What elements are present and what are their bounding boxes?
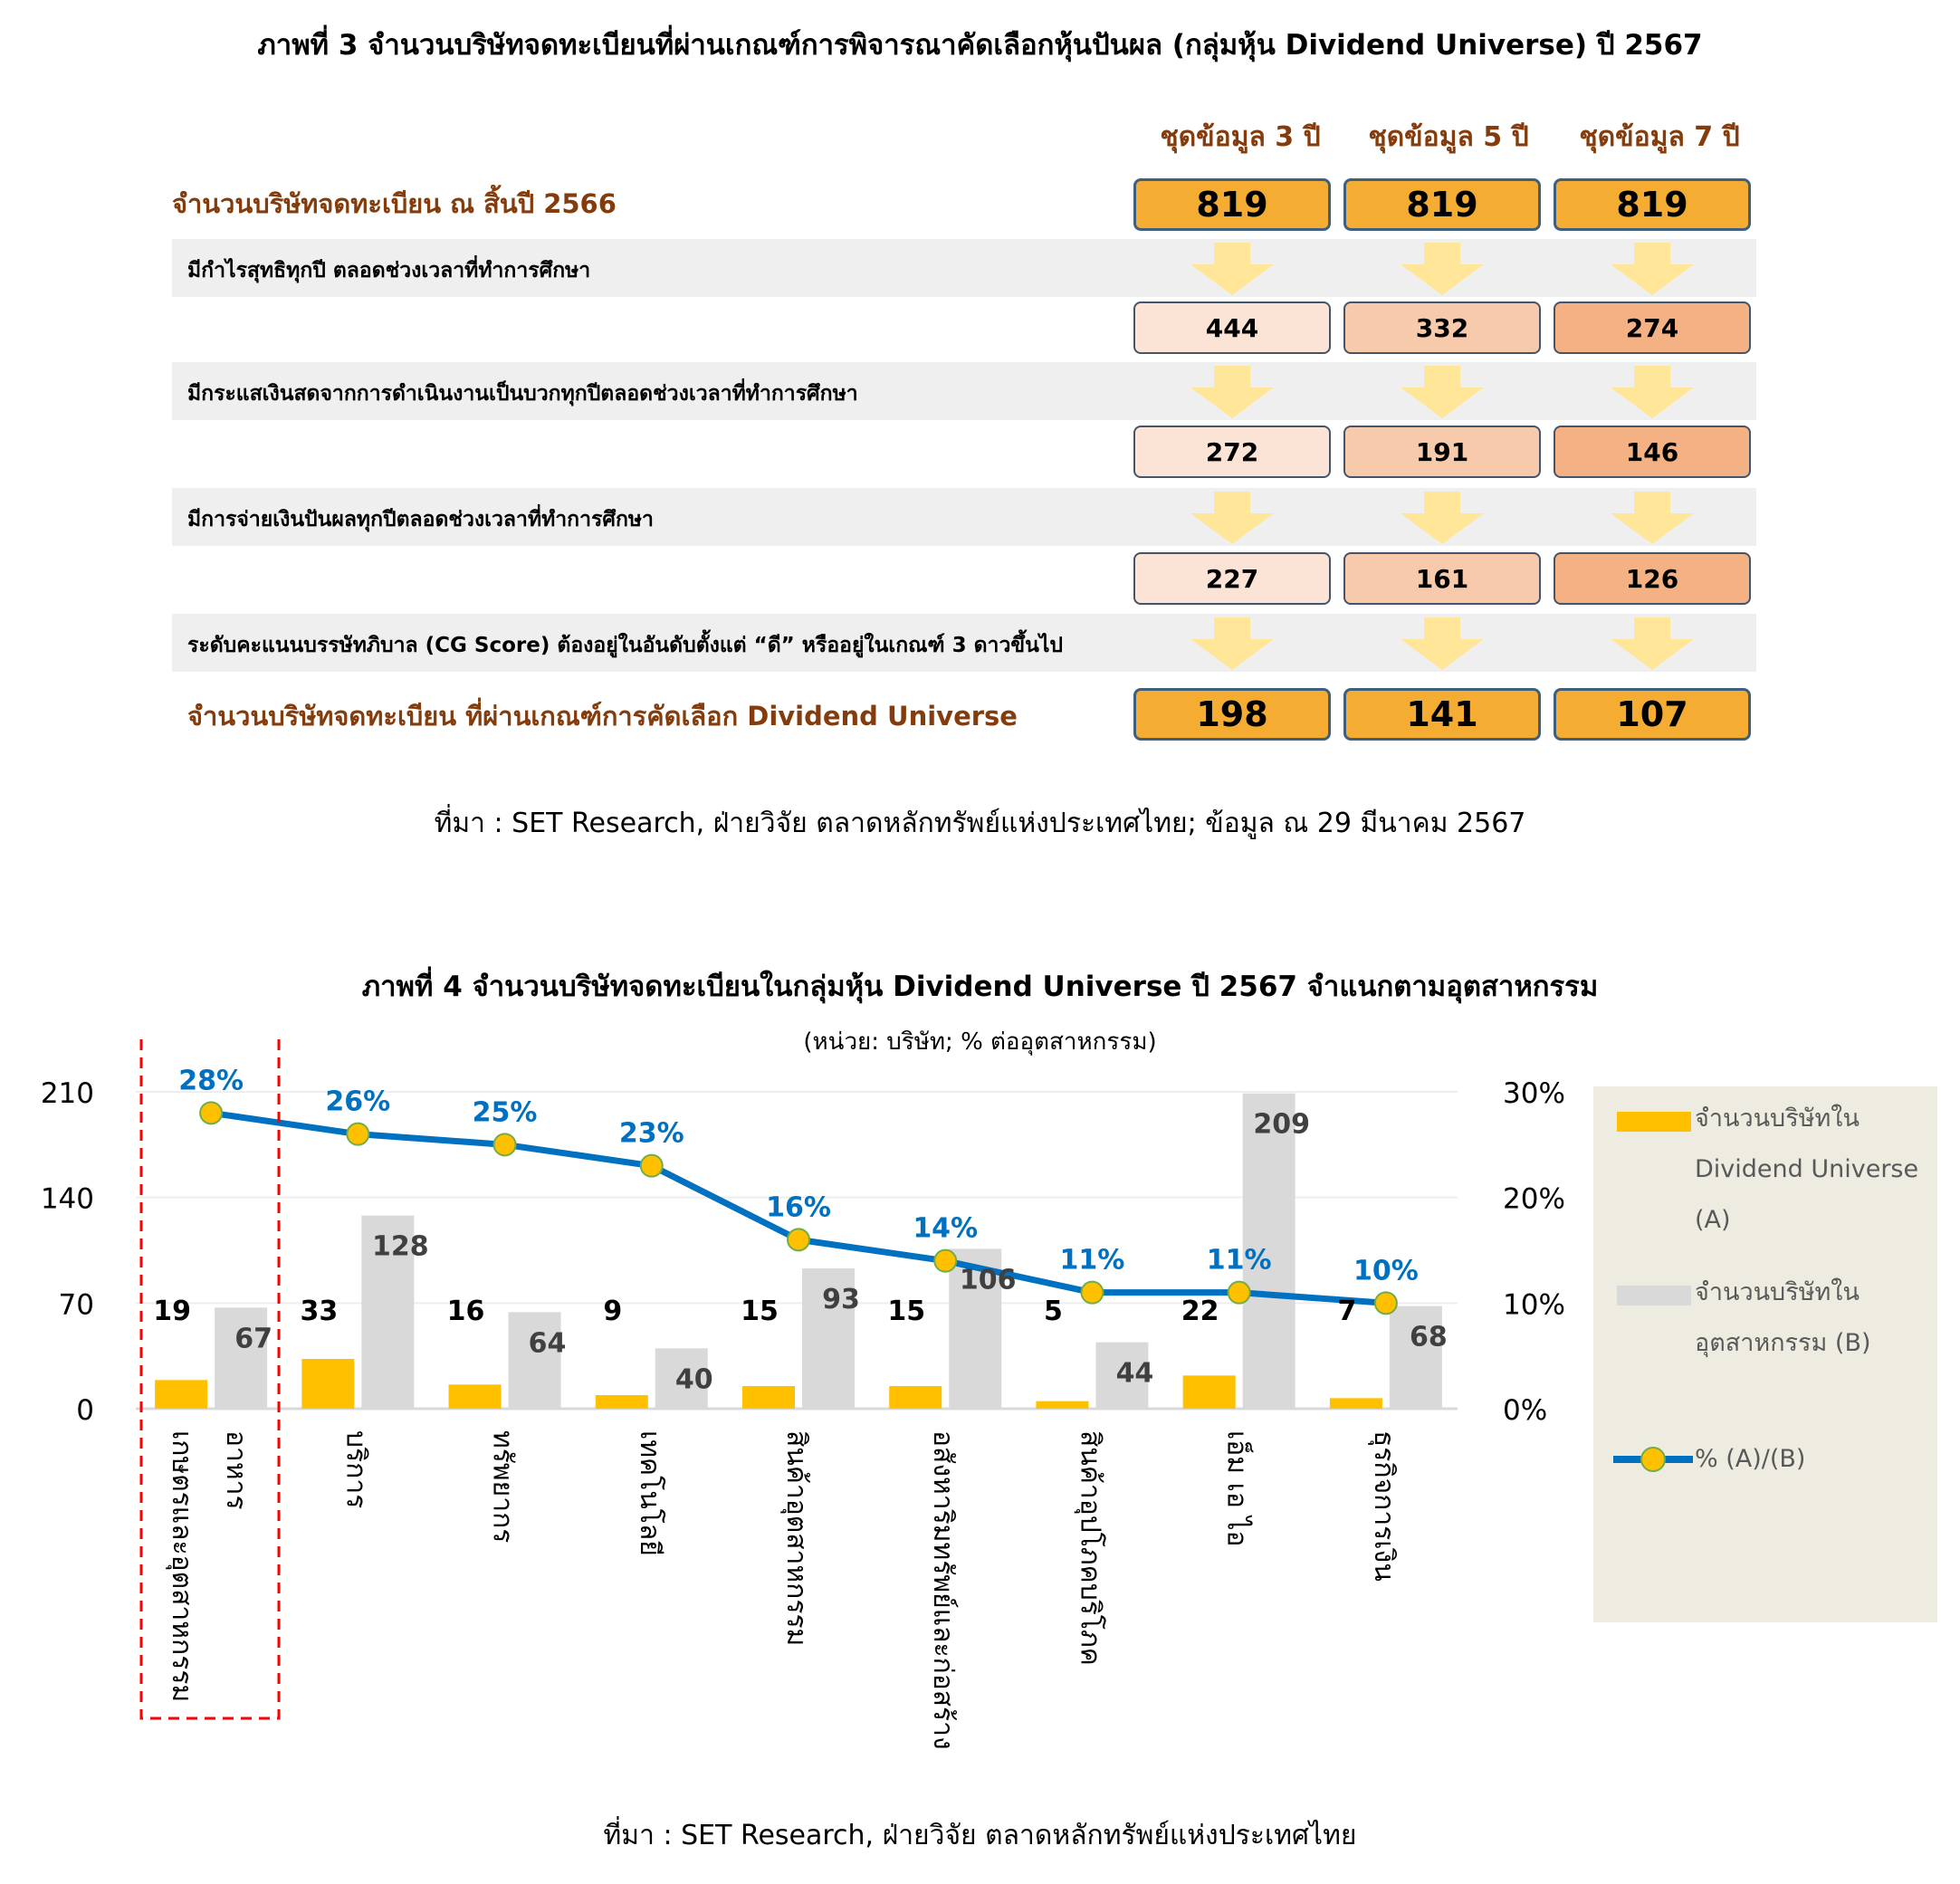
percent-label: 16% [766, 1191, 831, 1224]
legend-swatch-a [1617, 1112, 1691, 1132]
bar-a-value-label: 7 [1337, 1296, 1357, 1327]
column-header-3y: ชุดข้อมูล 3 ปี [1160, 121, 1321, 153]
bar-a-4 [742, 1386, 795, 1409]
final-value-3y: 198 [1133, 688, 1331, 741]
final-label: จำนวนบริษัทจดทะเบียน ที่ผ่านเกณฑ์การคัดเลือก Dividend Universe [187, 701, 1018, 732]
bar-a-value-label: 15 [887, 1296, 926, 1327]
start-label: จำนวนบริษัทจดทะเบียน ณ สิ้นปี 2566 [172, 188, 617, 219]
percent-label: 23% [618, 1117, 684, 1150]
percent-marker [200, 1102, 222, 1124]
legend-label-b-line-2: อุตสาหกรรม (B) [1695, 1329, 1871, 1357]
percent-marker [788, 1229, 809, 1250]
percent-marker [934, 1250, 956, 1272]
value-after-criterion-2-7y: 146 [1554, 426, 1751, 478]
down-arrow-icon [1190, 366, 1274, 418]
bar-a-value-label: 9 [603, 1296, 623, 1327]
y2-axis-tick-label: 0% [1503, 1394, 1548, 1427]
figure3-title: ภาพที่ 3 จำนวนบริษัทจดทะเบียนที่ผ่านเกณฑ์การพิจารณาคัดเลือกหุ้นปันผล (กลุ่มหุ้น Dividend Universe) ปี 2567 [257, 29, 1703, 62]
legend-label-a-line-1: จำนวนบริษัทใน [1695, 1105, 1860, 1133]
bar-a-6 [1036, 1401, 1088, 1409]
category-label: ธุรกิจการเงิน [1367, 1430, 1400, 1582]
percent-label: 10% [1353, 1255, 1419, 1287]
percent-marker [1375, 1292, 1397, 1314]
category-label: บริการ [339, 1430, 372, 1509]
value-after-criterion-1-7y: 274 [1554, 301, 1751, 354]
value-after-criterion-2-5y: 191 [1343, 426, 1541, 478]
bar-a-value-label: 22 [1181, 1296, 1219, 1327]
chart-category-labels [165, 1430, 1400, 1750]
bar-a-2 [449, 1384, 502, 1409]
percent-label: 14% [913, 1212, 979, 1245]
category-label: อาหาร [220, 1430, 253, 1510]
down-arrow-icon [1190, 243, 1274, 295]
bar-a-8 [1330, 1398, 1382, 1409]
bar-b-value-label: 44 [1115, 1357, 1154, 1390]
legend-label-a [1695, 1094, 1918, 1246]
bar-a-0 [155, 1380, 207, 1409]
y-axis-tick-label: 0 [76, 1394, 94, 1427]
category-label: สินค้าอุปโภคบริโภค [1074, 1430, 1106, 1666]
criterion-2: มีกระแสเงินสดจากการดำเนินงานเป็นบวกทุกปีตลอดช่วงเวลาที่ทำการศึกษา [187, 382, 858, 406]
down-arrow-icon [1611, 617, 1694, 670]
bar-a-3 [596, 1395, 648, 1409]
value-after-criterion-3-7y: 126 [1554, 552, 1751, 605]
bar-a-value-label: 5 [1044, 1296, 1063, 1327]
bar-a-value-label: 15 [741, 1296, 779, 1327]
down-arrow-icon [1611, 366, 1694, 418]
bar-b-value-label: 209 [1253, 1108, 1310, 1141]
down-arrow-icon [1611, 243, 1694, 295]
legend-label-a-line-2: Dividend Universe [1695, 1155, 1919, 1183]
category-label: ทรัพยากร [486, 1430, 519, 1544]
y2-axis-tick-label: 30% [1503, 1077, 1565, 1110]
bar-a-7 [1183, 1375, 1236, 1409]
bar-b-value-label: 68 [1410, 1321, 1448, 1353]
percent-label: 26% [325, 1085, 391, 1118]
y2-axis-tick-label: 10% [1503, 1288, 1565, 1322]
value-after-criterion-1-5y: 332 [1343, 301, 1541, 354]
criterion-3: มีการจ่ายเงินปันผลทุกปีตลอดช่วงเวลาที่ทำการศึกษา [187, 508, 654, 531]
y2-axis-tick-label: 20% [1503, 1182, 1565, 1216]
down-arrow-icon [1401, 617, 1484, 670]
category-label: อสังหาริมทรัพย์และก่อสร้าง [927, 1430, 960, 1750]
criterion-4: ระดับคะแนนบรรษัทภิบาล (CG Score) ต้องอยู่ในอันดับตั้งแต่ “ดี” หรืออยู่ในเกณฑ์ 3 ดาวขึ้นไป [187, 634, 1063, 657]
bar-b-value-label: 67 [234, 1323, 272, 1355]
value-after-criterion-2-3y: 272 [1133, 426, 1331, 478]
percent-marker [494, 1133, 516, 1155]
percent-label: 25% [472, 1096, 538, 1129]
value-after-criterion-3-3y: 227 [1133, 552, 1331, 605]
percent-label: 11% [1206, 1244, 1272, 1277]
down-arrow-icon [1190, 492, 1274, 544]
value-after-criterion-1-3y: 444 [1133, 301, 1331, 354]
column-header-5y: ชุดข้อมูล 5 ปี [1368, 121, 1529, 153]
start-value-7y: 819 [1554, 178, 1751, 231]
y-axis-tick-label: 210 [40, 1077, 94, 1110]
figure3-source: ที่มา : SET Research, ฝ่ายวิจัย ตลาดหลักทรัพย์แห่งประเทศไทย; ข้อมูล ณ 29 มีนาคม 2567 [434, 808, 1526, 839]
legend-label-a-line-3: (A) [1695, 1206, 1731, 1234]
bar-a-5 [889, 1386, 942, 1409]
bar-b-value-label: 64 [528, 1327, 567, 1360]
bar-a-value-label: 33 [300, 1296, 339, 1327]
down-arrow-icon [1190, 617, 1274, 670]
figure4-source: ที่มา : SET Research, ฝ่ายวิจัย ตลาดหลักทรัพย์แห่งประเทศไทย [603, 1820, 1357, 1851]
bar-b-value-label: 93 [822, 1284, 860, 1315]
y-axis-tick-label: 140 [40, 1182, 94, 1216]
bar-b-2 [509, 1312, 561, 1409]
final-value-7y: 107 [1554, 688, 1751, 741]
category-label: เอ็ม เอ ไอ [1220, 1430, 1253, 1547]
down-arrow-icon [1401, 243, 1484, 295]
down-arrow-icon [1401, 492, 1484, 544]
percent-marker [1229, 1282, 1250, 1304]
legend-label-b-line-1: จำนวนบริษัทใน [1695, 1278, 1860, 1306]
down-arrow-icon [1611, 492, 1694, 544]
bar-b-value-label: 128 [372, 1230, 429, 1263]
bar-a-value-label: 16 [446, 1296, 485, 1327]
column-header-7y: ชุดข้อมูล 7 ปี [1579, 121, 1740, 153]
criterion-1: มีกำไรสุทธิทุกปี ตลอดช่วงเวลาที่ทำการศึกษา [187, 259, 591, 282]
percent-label: 28% [178, 1065, 244, 1097]
bar-b-value-label: 106 [959, 1264, 1017, 1296]
value-after-criterion-3-5y: 161 [1343, 552, 1541, 605]
percent-marker [641, 1155, 663, 1177]
percent-label: 11% [1059, 1244, 1125, 1277]
down-arrow-icon [1401, 366, 1484, 418]
figure4-title: ภาพที่ 4 จำนวนบริษัทจดทะเบียนในกลุ่มหุ้น Dividend Universe ปี 2567 จำแนกตามอุตสาหกรรม [361, 971, 1599, 1003]
legend-label-b [1695, 1267, 1871, 1369]
bar-a-value-label: 19 [153, 1296, 191, 1327]
chart-legend [1593, 1086, 1937, 1622]
legend-label-pct: % (A)/(B) [1695, 1445, 1806, 1473]
figure4-subtitle: (หน่วย: บริษัท; % ต่ออุตสาหกรรม) [803, 1028, 1157, 1056]
bar-a-1 [301, 1359, 354, 1409]
percent-marker [1081, 1282, 1103, 1304]
start-value-3y: 819 [1133, 178, 1331, 231]
bar-b-value-label: 40 [674, 1363, 713, 1396]
category-label: สินค้าอุตสาหกรรม [780, 1430, 812, 1647]
y-axis-tick-label: 70 [58, 1288, 94, 1322]
category-label: เกษตรและอุตสาหกรรม [166, 1430, 198, 1703]
start-value-5y: 819 [1343, 178, 1541, 231]
legend-swatch-b [1617, 1286, 1691, 1305]
final-value-5y: 141 [1343, 688, 1541, 741]
category-label: เทคโนโลยี [633, 1430, 665, 1556]
legend-swatch-line [1611, 1441, 1695, 1478]
percent-marker [347, 1124, 368, 1145]
